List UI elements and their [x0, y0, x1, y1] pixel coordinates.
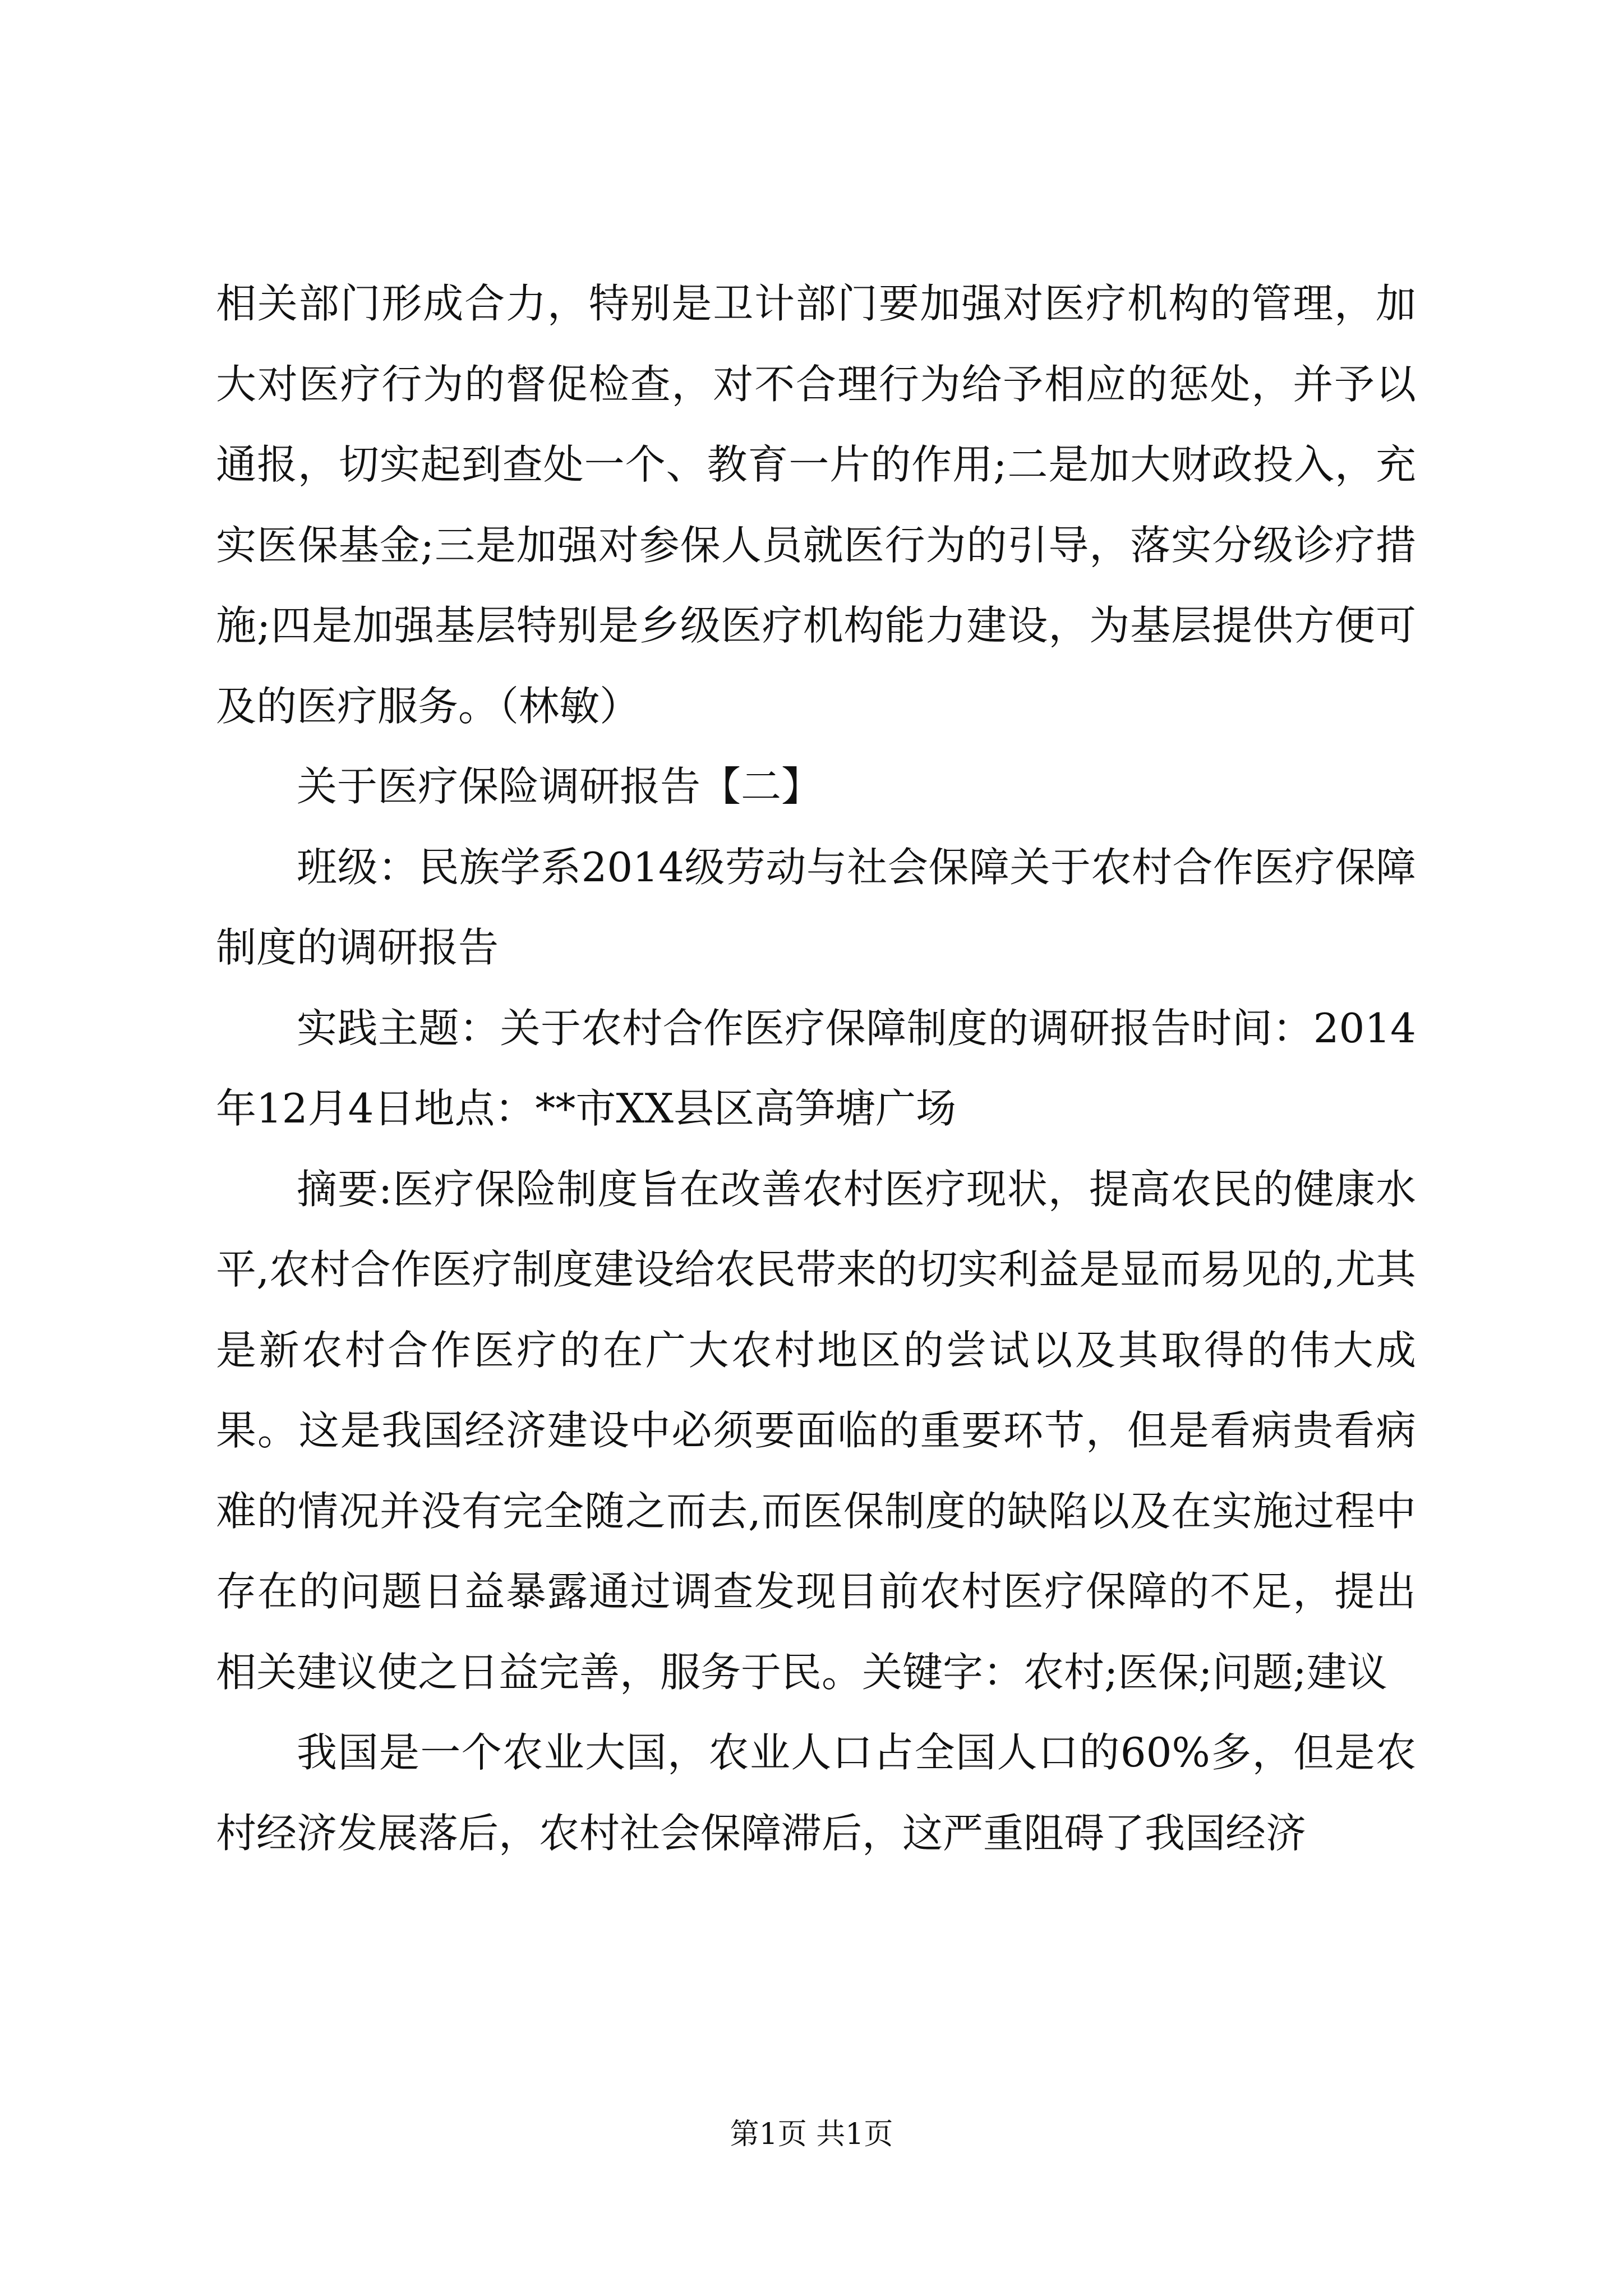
paragraph-class-info: 班级：民族学系2014级劳动与社会保障关于农村合作医疗保障制度的调研报告	[216, 843, 1416, 971]
paragraph-introduction: 我国是一个农业大国，农业人口占全国人口的60%多，但是农村经济发展落后，农村社会保障滞后，这严重阻碍了我国经济	[216, 1729, 1416, 1857]
page-footer: 第1页 共1页	[730, 2118, 893, 2151]
paragraph-practice-theme: 实践主题：关于农村合作医疗保障制度的调研报告时间：2014年12月4日地点：**市XX县区高笋塘广场	[216, 1004, 1416, 1132]
section-heading: 关于医疗保险调研报告【二】	[297, 763, 822, 810]
paragraph-continuation: 相关部门形成合力，特别是卫计部门要加强对医疗机构的管理，加大对医疗行为的督促检查，对不合理行为给予相应的惩处，并予以通报，切实起到查处一个、教育一片的作用;二是加大财政投入，充实医保基金;三是加强对参保人员就医行为的引导，落实分级诊疗措施;四是加强基层特别是乡级医疗机构能力建设，为基层提供方便可及的医疗服务。（林敏）	[216, 280, 1416, 730]
paragraph-abstract: 摘要:医疗保险制度旨在改善农村医疗现状，提高农民的健康水平,农村合作医疗制度建设给农民带来的切实利益是显而易见的,尤其是新农村合作医疗的在广大农村地区的尝试以及其取得的伟大成果。这是我国经济建设中必须要面临的重要环节，但是看病贵看病难的情况并没有完全随之而去,而医保制度的缺陷以及在实施过程中存在的问题日益暴露通过调查发现目前农村医疗保障的不足，提出相关建议使之日益完善，服务于民。关键字：农村;医保;问题;建议	[216, 1165, 1416, 1696]
body-text	[216, 264, 1416, 1874]
